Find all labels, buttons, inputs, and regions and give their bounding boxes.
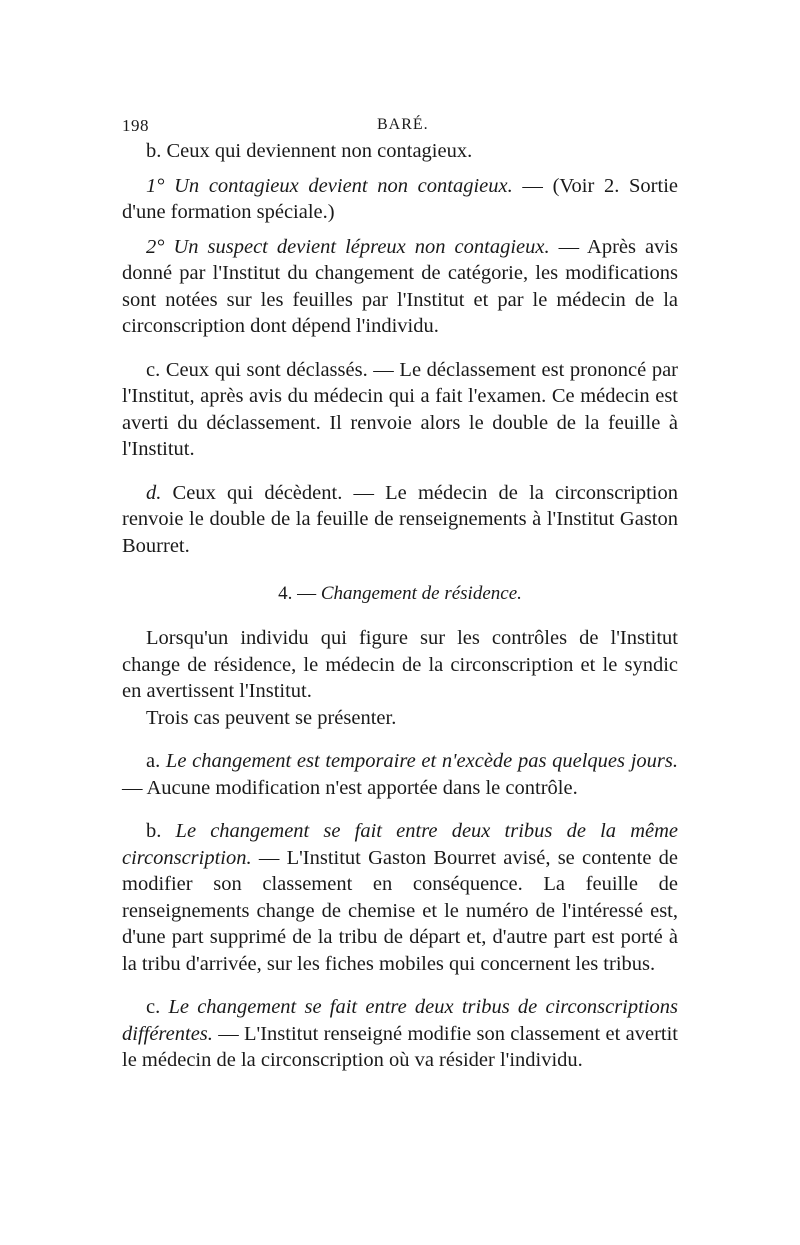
paragraph-2-rest: — Après avis donné par l'Institut du changement de catégorie, les modifications sont notées sur les feuilles par l'Institut et par le médecin de la circonscription dont dépend l'individu. bbox=[122, 235, 678, 337]
paragraph-3 bbox=[122, 625, 678, 705]
page bbox=[122, 112, 678, 1074]
case-a bbox=[122, 748, 678, 801]
paragraph-d-label: d. bbox=[146, 481, 162, 504]
case-c-lead: Le changement se fait entre deux tribus de circonscriptions différentes. bbox=[122, 996, 678, 1045]
paragraph-1 bbox=[122, 173, 678, 226]
paragraph-2 bbox=[122, 234, 678, 340]
paragraph-1-lead: 1° Un contagieux devient non contagieux. bbox=[146, 174, 513, 197]
paragraph-3-text: Lorsqu'un individu qui figure sur les contrôles de l'Institut change de résidence, le médecin de la circonscription et le syndic en avertissent l'Institut. bbox=[122, 627, 678, 702]
case-c-label: c. bbox=[146, 996, 161, 1018]
case-a-rest: — Aucune modification n'est apportée dans le contrôle. bbox=[122, 776, 578, 799]
paragraph-2-lead: 2° Un suspect devient lépreux non contagieux. bbox=[146, 235, 550, 258]
paragraph-4 bbox=[122, 705, 678, 732]
paragraph-1-rest: — (Voir 2. Sortie d'une formation spéciale.) bbox=[122, 174, 678, 223]
paragraph-4-text: Trois cas peuvent se présenter. bbox=[146, 706, 397, 729]
paragraph-c bbox=[122, 357, 678, 463]
page-number: 198 bbox=[122, 116, 149, 135]
case-b-lead: Le changement se fait entre deux tribus de la même circonscription. bbox=[122, 820, 678, 869]
section-number: 4. — bbox=[278, 583, 321, 604]
subsection-b-title bbox=[122, 138, 678, 165]
case-c bbox=[122, 994, 678, 1074]
paragraph-d-rest: Ceux qui décèdent. — Le médecin de la circonscription renvoie le double de la feuille de renseignements à l'Institut Gaston Bourret. bbox=[122, 481, 678, 557]
case-a-lead: Le changement est temporaire et n'excède pas quelques jours. bbox=[160, 750, 678, 772]
case-b-label: b. bbox=[146, 820, 162, 842]
subsection-b-text: b. Ceux qui deviennent non contagieux. bbox=[146, 140, 473, 162]
page-header bbox=[122, 112, 678, 138]
paragraph-c-text: c. Ceux qui sont déclassés. — Le déclassement est prononcé par l'Institut, après avis du médecin qui a fait l'examen. Ce médecin est averti du déclassement. Il renvoie alors le double de la feuille à l'Institut. bbox=[122, 358, 678, 460]
paragraph-d bbox=[122, 480, 678, 560]
case-c-rest: — L'Institut renseigné modifie son classement et avertit le médecin de la circonscription où va résider l'individu. bbox=[122, 1022, 678, 1071]
case-b bbox=[122, 818, 678, 977]
section-title: Changement de résidence. bbox=[320, 583, 522, 604]
running-head: BARÉ. bbox=[377, 116, 429, 133]
case-b-rest: — L'Institut Gaston Bourret avisé, se contente de modifier son classement en conséquence. La feuille de renseignements change de chemise et le numéro de l'intéressé est, d'une part supprimé de la tribu de départ et, d'autre part est porté à la tribu d'arrivée, sur les fiches mobiles qui concernent les tribus. bbox=[122, 846, 678, 975]
section-heading bbox=[122, 581, 678, 607]
case-a-label: a. bbox=[146, 750, 161, 772]
